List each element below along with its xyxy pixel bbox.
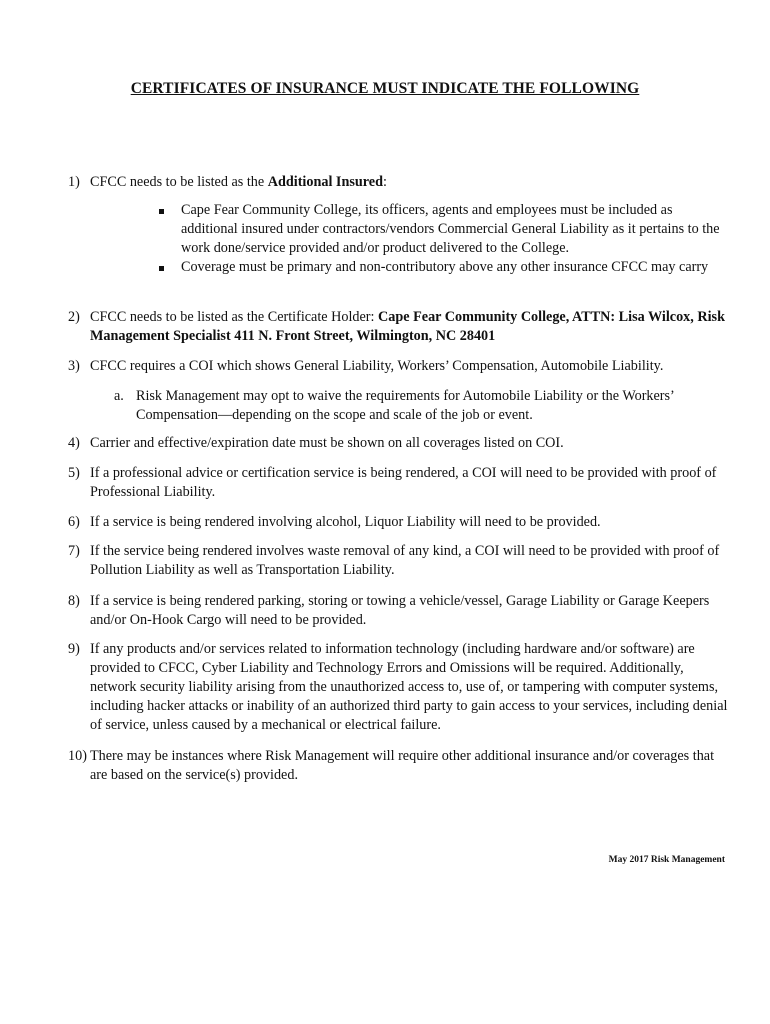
list-item-3	[68, 357, 728, 376]
item-number: 9)	[68, 641, 80, 657]
page-title: CERTIFICATES OF INSURANCE MUST INDICATE THE FOLLOWING	[130, 80, 640, 97]
item-text: There may be instances where Risk Management will require other additional insurance and/or coverages that are based on the service(s) provided.	[90, 748, 715, 783]
list-item-2	[68, 308, 728, 346]
footer-note: May 2017 Risk Management	[608, 855, 725, 865]
list-item-4	[68, 434, 728, 453]
item-number: 1)	[68, 174, 80, 190]
list-item-5	[68, 464, 728, 502]
item-number: 4)	[68, 435, 80, 451]
bullet-list	[156, 201, 726, 277]
item-text: Carrier and effective/expiration date must be shown on all coverages listed on COI.	[90, 435, 564, 451]
item-number: 8)	[68, 593, 80, 609]
list-item-1	[68, 173, 728, 192]
item-text: If a professional advice or certification service is being rendered, a COI will need to be provided with proof of Professional Liability.	[90, 465, 717, 500]
sub-item-a	[114, 387, 724, 425]
list-item-7	[68, 542, 728, 580]
item-text: If any products and/or services related to information technology (including hardware and/or software) are provided to CFCC, Cyber Liability and Technology Errors and Omissions will be required. Additionally, network security liability arising from the unauthorized access to, use of, or tampering with computer systems, including hacker attacks or inability of an authorized third party to gain access to your services, including denial of service, unless caused by a mechanical or electrical failure.	[90, 641, 728, 733]
item-text: CFCC requires a COI which shows General Liability, Workers’ Compensation, Automobile Liability.	[90, 358, 664, 374]
list-item-8	[68, 592, 728, 630]
sub-item-text: Risk Management may opt to waive the requirements for Automobile Liability or the Workers’ Compensation—depending on the scope and scale of the job or event.	[136, 388, 674, 423]
list-item-10	[68, 747, 728, 785]
item-text: CFCC needs to be listed as the Additional Insured:	[90, 174, 387, 190]
item-number: 7)	[68, 543, 80, 559]
item-text: If a service is being rendered involving alcohol, Liquor Liability will need to be provided.	[90, 514, 601, 530]
square-bullet-icon	[159, 209, 164, 214]
item-number: 2)	[68, 309, 80, 325]
item-number: 10)	[68, 748, 87, 764]
item-text: If the service being rendered involves waste removal of any kind, a COI will need to be provided with proof of Pollution Liability as well as Transportation Liability.	[90, 543, 720, 578]
bullet-item-1: Cape Fear Community College, its officers, agents and employees must be included as additional insured under contractors/vendors Commercial General Liability as it pertains to the work done/service provided and/or product delivered to the College.	[156, 201, 726, 258]
list-item-9	[68, 640, 728, 735]
bullet-item-2: Coverage must be primary and non-contributory above any other insurance CFCC may carry	[156, 258, 726, 277]
item-number: 3)	[68, 358, 80, 374]
sub-item-letter: a.	[114, 388, 124, 404]
square-bullet-icon	[159, 266, 164, 271]
item-number: 5)	[68, 465, 80, 481]
list-item-6	[68, 513, 728, 532]
item-text: CFCC needs to be listed as the Certificate Holder: Cape Fear Community College, ATTN: Lisa Wilcox, Risk Management Specialist 411 N. Front Street, Wilmington, NC 28401	[90, 309, 725, 344]
item-number: 6)	[68, 514, 80, 530]
item-text: If a service is being rendered parking, storing or towing a vehicle/vessel, Garage Liability or Garage Keepers and/or On-Hook Cargo will need to be provided.	[90, 593, 710, 628]
